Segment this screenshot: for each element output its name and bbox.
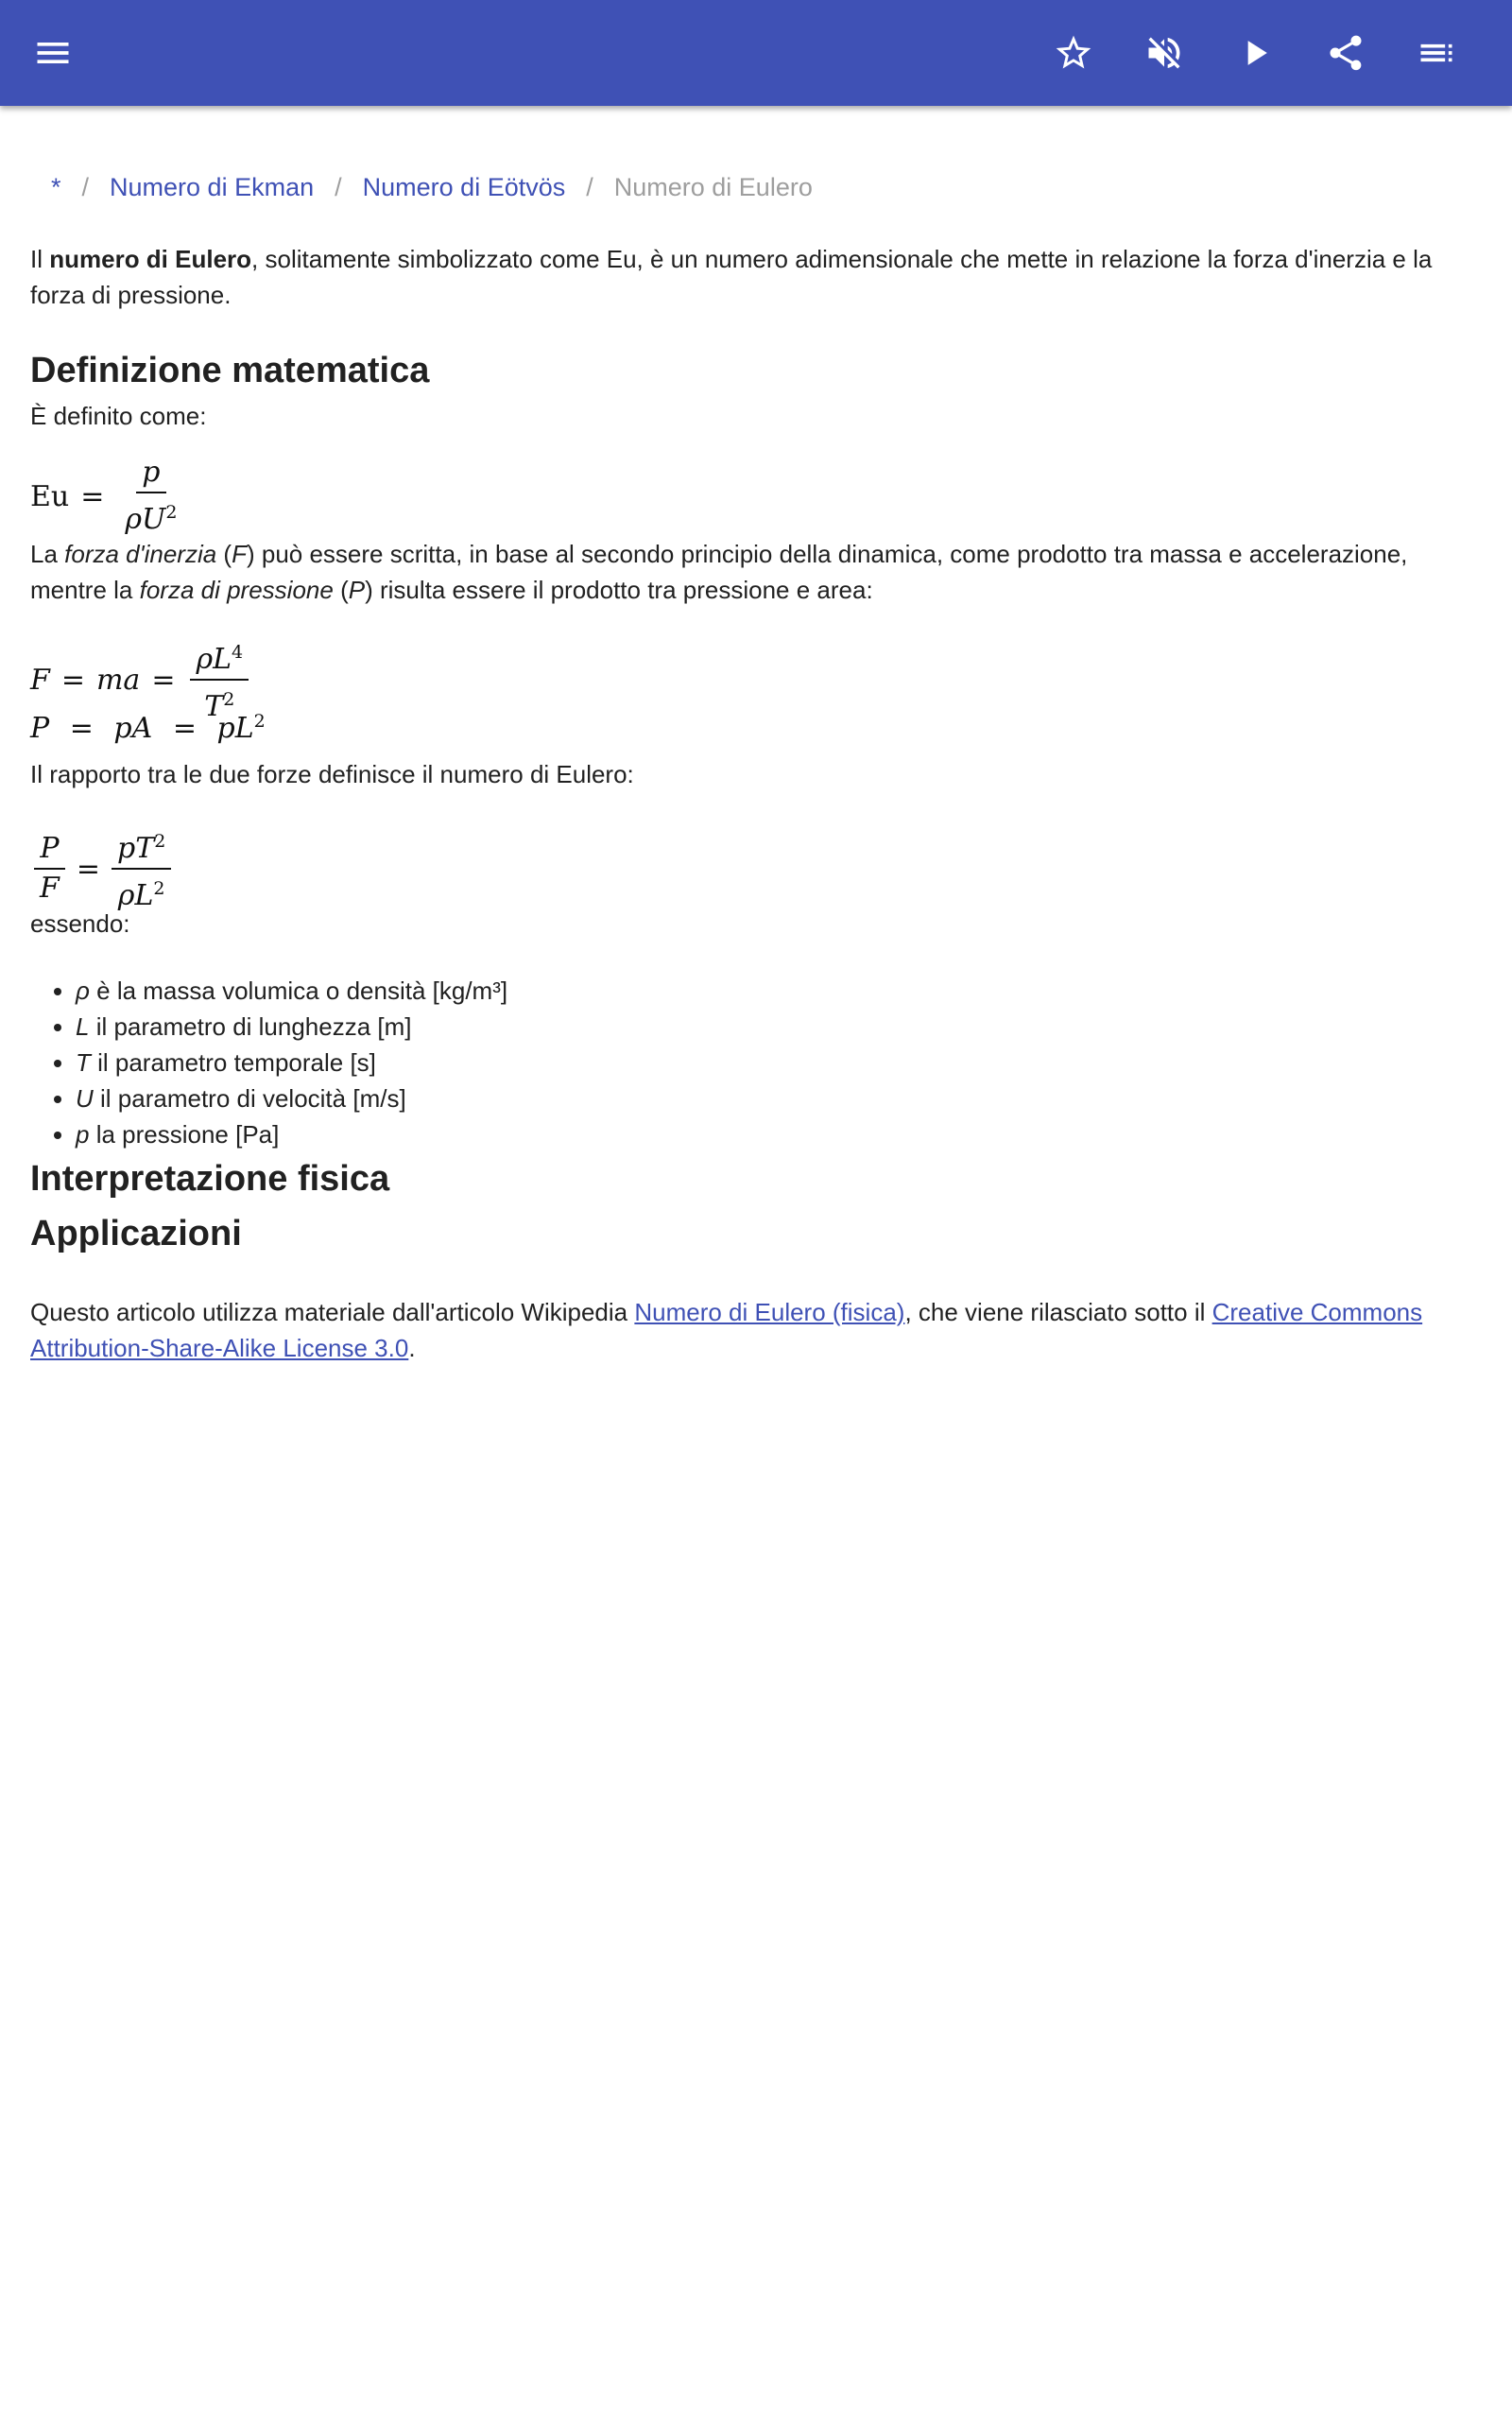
forces-text: La <box>30 540 65 568</box>
breadcrumb-separator: / <box>81 173 90 201</box>
forces-text: ( <box>333 576 349 604</box>
equation-euler-number <box>30 456 186 537</box>
inertia-force-term: forza d'inerzia <box>64 540 217 568</box>
variable-symbol: p <box>76 1120 90 1149</box>
eq-ratio-r-num-p: p <box>116 832 136 865</box>
eq-f-mid: ma <box>95 663 141 697</box>
star-outline-icon <box>1053 32 1094 74</box>
intro-text: Il <box>30 245 50 273</box>
eq-f-den-exp: 2 <box>223 689 235 710</box>
intro-paragraph <box>30 241 1482 313</box>
list-item <box>76 973 507 1009</box>
eq-ratio-l-den: F <box>40 872 60 905</box>
intro-bold-term: numero di Eulero <box>49 245 252 273</box>
variable-description: il parametro temporale [s] <box>90 1048 376 1077</box>
list-item <box>76 1116 507 1152</box>
eq-ratio-left <box>34 832 65 906</box>
section-heading-definition: Definizione matematica <box>30 351 430 390</box>
share-button[interactable] <box>1319 26 1372 79</box>
variable-symbol: ρ <box>76 977 90 1005</box>
being-text: essendo: <box>30 909 130 938</box>
eq-den-u: U <box>142 503 166 536</box>
hamburger-menu-icon <box>32 32 74 74</box>
bookmark-button[interactable] <box>1047 26 1100 79</box>
eq-ratio-r-num-exp: 2 <box>154 831 166 852</box>
forces-text: ) risulta essere il prodotto tra pressione e area: <box>365 576 873 604</box>
eq-f-num-exp: 4 <box>232 642 244 663</box>
eq-lhs: Eu <box>30 479 70 513</box>
variable-symbol: U <box>76 1084 94 1113</box>
symbol-p: P <box>348 576 366 604</box>
eq-f-lhs: F <box>30 663 50 697</box>
variable-symbol: T <box>76 1048 91 1077</box>
variable-description: il parametro di lunghezza [m] <box>89 1012 412 1041</box>
eq-den-rho: ρ <box>125 503 143 536</box>
eq-ratio-r-den-l: L <box>134 879 154 912</box>
eq-fraction <box>119 456 182 537</box>
variables-list <box>30 973 507 1152</box>
breadcrumb-separator: / <box>586 173 593 201</box>
play-icon <box>1234 32 1276 74</box>
footer-text: . <box>408 1334 416 1362</box>
license-link[interactable]: Creative Commons Attribution-Share-Alike License 3.0 <box>30 1298 1423 1362</box>
breadcrumb-item-eotvos[interactable]: Numero di Eötvös <box>362 173 566 201</box>
forces-paragraph <box>30 536 1482 608</box>
menu-button[interactable] <box>26 26 79 79</box>
breadcrumb-separator: / <box>335 173 342 201</box>
variable-description: il parametro di velocità [m/s] <box>93 1084 406 1113</box>
footer-text: Questo articolo utilizza materiale dall'articolo Wikipedia <box>30 1298 635 1326</box>
list-item <box>76 1080 507 1116</box>
ratio-text: Il rapporto tra le due forze definisce il numero di Eulero: <box>30 760 634 788</box>
wikipedia-article-link[interactable]: Numero di Eulero (fisica) <box>634 1298 905 1326</box>
equation-inertia-force: F = ma = $\frac{\rho L^4}{T^2}$ <box>30 635 252 724</box>
symbol-f: F <box>232 540 247 568</box>
app-bar <box>0 0 1512 106</box>
breadcrumb-item-home[interactable]: * <box>51 173 61 201</box>
eq-p-rhs-l: L <box>234 712 254 745</box>
license-footer <box>30 1294 1482 1366</box>
play-button[interactable] <box>1228 26 1281 79</box>
defined-as-text: È definito come: <box>30 402 207 430</box>
breadcrumb-item-ekman[interactable]: Numero di Ekman <box>110 173 315 201</box>
eq-ratio-l-num: P <box>40 832 60 865</box>
eq-den-exp: 2 <box>165 502 178 523</box>
variable-symbol: L <box>76 1012 90 1041</box>
contents-button[interactable] <box>1410 26 1463 79</box>
mute-button[interactable] <box>1138 26 1191 79</box>
eq-ratio-r-num-t: T <box>135 832 155 865</box>
variable-description: è la massa volumica o densità [kg/m³] <box>89 977 508 1005</box>
toc-list-icon <box>1416 32 1457 74</box>
forces-text: ( <box>216 540 232 568</box>
footer-text: , che viene rilasciato sotto il <box>904 1298 1212 1326</box>
volume-off-icon <box>1143 32 1185 74</box>
eq-numerator: p <box>142 456 161 489</box>
share-icon <box>1325 32 1366 74</box>
eq-f-num-l: L <box>213 643 232 676</box>
section-heading-interpretation: Interpretazione fisica <box>30 1159 390 1199</box>
section-heading-applications: Applicazioni <box>30 1214 242 1253</box>
eq-f-num-rho: ρ <box>196 643 214 676</box>
eq-p-rhs-exp: 2 <box>253 711 266 732</box>
pressure-force-term: forza di pressione <box>139 576 334 604</box>
forces-text: ) può essere scritta, in base al secondo principio della dinamica, come prodotto tra massa e accelerazione, mentre la <box>30 540 1408 604</box>
eq-p-mid: pA <box>113 712 153 745</box>
eq-f-den-t: T <box>204 690 224 723</box>
eq-equals: = <box>80 479 105 513</box>
breadcrumb-item-current: Numero di Eulero <box>613 173 813 201</box>
eq-p-rhs-p: p <box>216 712 235 745</box>
equation-pressure-force: P = pA = $pL^2$ <box>30 711 266 745</box>
eq-ratio-r-den-rho: ρ <box>117 879 135 912</box>
breadcrumb <box>51 170 813 204</box>
equation-ratio: $\frac{P}{F}$ = $\frac{pT^2}{\rho L^2}$ <box>30 824 175 913</box>
eq-ratio-r-den-exp: 2 <box>153 878 165 899</box>
intro-text: , solitamente simbolizzato come Eu, è un numero adimensionale che mette in relazione la forza d'inerzia e la forza di pressione. <box>30 245 1433 309</box>
eq-ratio-right <box>112 824 171 913</box>
eq-p-lhs: P <box>30 712 50 745</box>
list-item <box>76 1045 507 1080</box>
variable-description: la pressione [Pa] <box>89 1120 280 1149</box>
list-item <box>76 1009 507 1045</box>
